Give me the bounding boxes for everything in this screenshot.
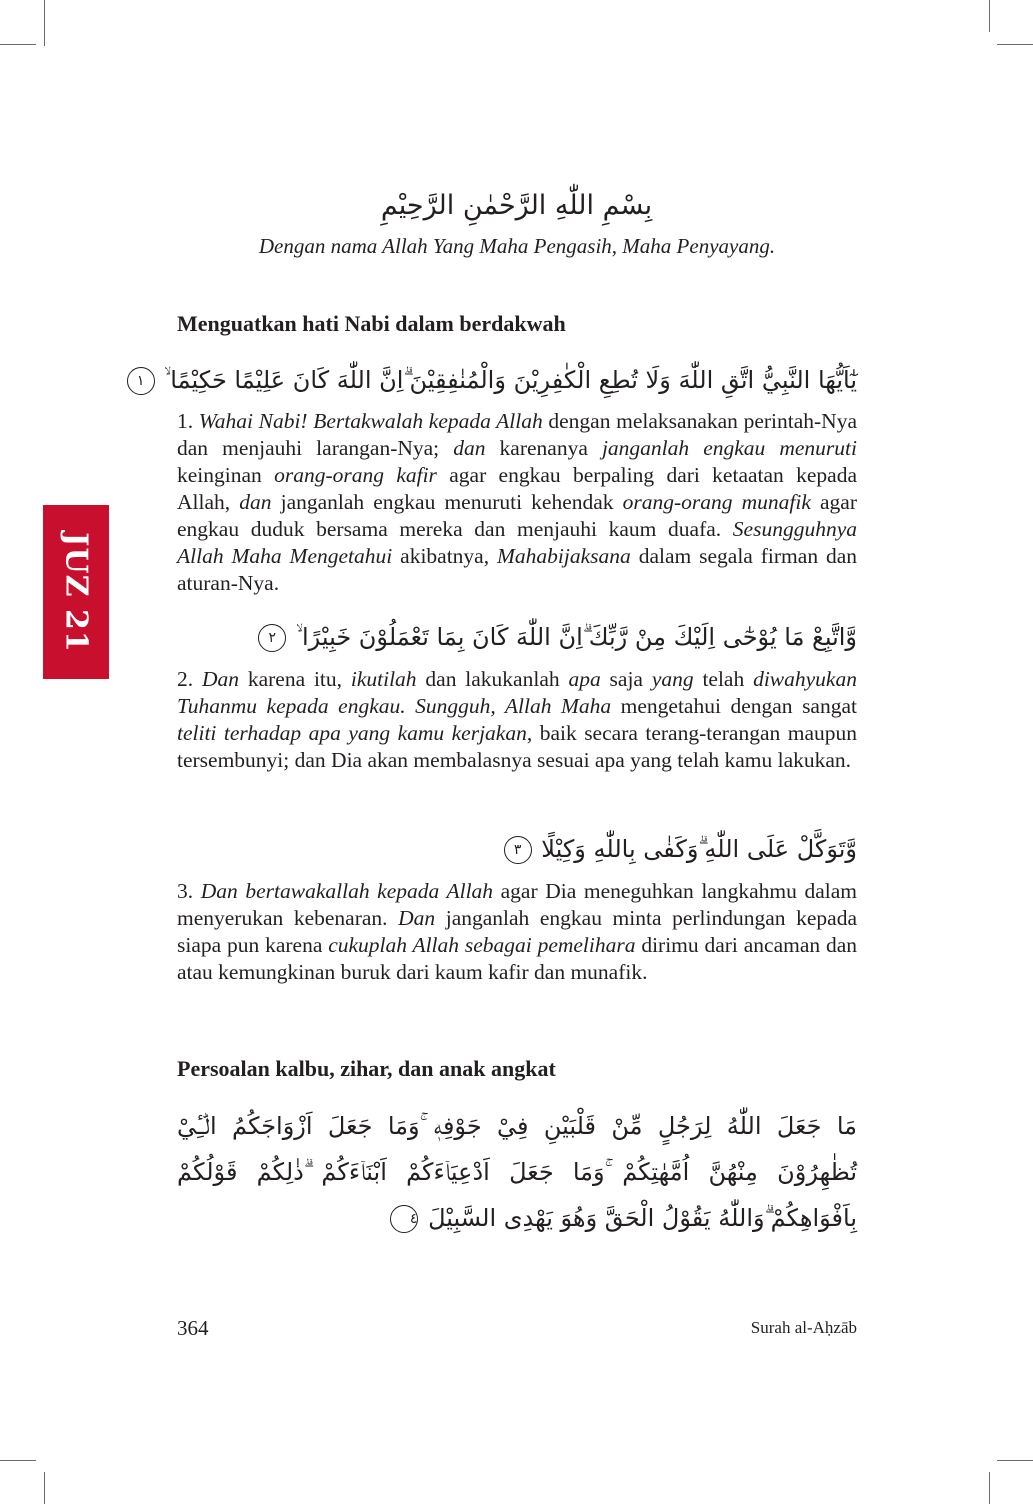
- translation-segment: diwahyukan Tuhanmu kepada engkau. Sungguh, Allah Maha: [177, 667, 857, 718]
- crop-mark: [0, 1460, 36, 1461]
- translation-segment: janganlah engkau menuruti kehendak: [271, 490, 623, 514]
- translation-segment: , baik secara terang-terangan maupun tersembunyi; dan Dia akan membalasnya sesuai apa yang telah kamu lakukan.: [177, 721, 857, 772]
- basmalah-translation: Dengan nama Allah Yang Maha Pengasih, Maha Penyayang.: [258, 234, 776, 258]
- crop-mark: [44, 1472, 45, 1504]
- translation-segment: akibatnya,: [392, 544, 498, 568]
- translation-segment: dan: [453, 436, 486, 460]
- verse-arabic-3: [177, 826, 857, 872]
- ayah-number-marker: ٤: [390, 1205, 418, 1233]
- translation-segment: telah: [693, 667, 754, 691]
- translation-segment: dan: [239, 490, 272, 514]
- section-heading: Persoalan kalbu, zihar, dan anak angkat: [177, 1056, 556, 1081]
- translation-segment: keinginan: [177, 463, 275, 487]
- ayah-number-marker: ٣: [504, 836, 532, 864]
- translation-segment: dan lakukanlah: [416, 667, 569, 691]
- section-heading: Menguatkan hati Nabi dalam berdakwah: [177, 311, 566, 336]
- translation-segment: cukuplah Allah sebagai pemelihara: [328, 933, 636, 957]
- translation-segment: Dan: [398, 906, 436, 930]
- basmalah-arabic: بِسْمِ اللّٰهِ الرَّحْمٰنِ الرَّحِيْمِ: [380, 190, 653, 221]
- translation-segment: yang: [651, 667, 694, 691]
- translation-segment: Sesungguhnya Allah Maha Mengetahui: [177, 517, 857, 568]
- translation-segment: Mahabijaksana: [497, 544, 631, 568]
- translation-segment: dirimu dari ancaman dan atau kemungkinan buruk dari kaum kafir dan munafik.: [177, 933, 857, 984]
- ayah-number-marker: ١: [127, 367, 155, 395]
- translation-segment: agar engkau duduk bersama mereka dan menjauhi kaum duafa.: [177, 490, 857, 541]
- translation-segment: Dan bertawakallah kepada Allah: [200, 879, 494, 903]
- page-number: 364: [177, 1316, 209, 1340]
- verse-arabic-4: [177, 1103, 857, 1243]
- verse-translation-3: [177, 878, 857, 986]
- verse-translation-2: [177, 666, 857, 774]
- crop-mark: [989, 0, 990, 32]
- surah-name: Surah al-Aḥzāb: [750, 1318, 857, 1337]
- translation-segment: orang-orang munafik: [622, 490, 811, 514]
- verse-arabic-text: وَّتَوَكَّلْ عَلَى اللّٰهِ ۗوَكَفٰى بِاللّٰهِ وَكِيْلًا: [541, 835, 857, 863]
- crop-mark: [0, 44, 36, 45]
- verse-arabic-text: يٰٓاَيُّهَا النَّبِيُّ اتَّقِ اللّٰهَ وَلَا تُطِعِ الْكٰفِرِيْنَ وَالْمُنٰفِقِيْنَ ۗاِنَّ اللّٰهَ كَانَ عَلِيْمًا حَكِيْمًا ۙ: [164, 366, 857, 394]
- translation-segment: apa: [568, 667, 601, 691]
- translation-segment: karena itu,: [239, 667, 351, 691]
- translation-segment: agar engkau berpaling dari ketaatan kepada Allah,: [177, 463, 857, 514]
- translation-segment: janganlah engkau menuruti: [601, 436, 857, 460]
- translation-segment: 3.: [177, 879, 201, 903]
- crop-mark: [997, 44, 1033, 45]
- verse-translation-1: [177, 408, 857, 597]
- verse-arabic-2: [177, 614, 857, 660]
- translation-segment: dengan melaksanakan perintah-Nya dan menjauhi larangan-Nya;: [177, 409, 857, 460]
- translation-segment: 2.: [177, 667, 202, 691]
- translation-segment: mengetahui dengan sangat: [611, 694, 857, 718]
- juz-tab-label: JUZ 21: [58, 531, 94, 653]
- crop-mark: [997, 1460, 1033, 1461]
- translation-segment: 1.: [177, 409, 199, 433]
- verse-arabic-text: مَا جَعَلَ اللّٰهُ لِرَجُلٍ مِّنْ قَلْبَيْنِ فِيْ جَوْفِهٖ ۚوَمَا جَعَلَ اَزْوَاجَكُمُ الّٰۤـِٔيْ تُظٰهِرُوْنَ مِنْهُنَّ اُمَّهٰتِكُمْ ۚوَمَا جَعَلَ اَدْعِيَاۤءَكُمْ اَبْنَاۤءَكُمْ ۗذٰلِكُمْ قَوْلُكُمْ بِاَفْوَاهِكُمْ ۗوَاللّٰهُ يَقُوْلُ الْحَقَّ وَهُوَ يَهْدِى السَّبِيْلَ: [177, 1112, 857, 1232]
- translation-segment: karenanya: [485, 436, 602, 460]
- translation-segment: dalam segala firman dan aturan-Nya.: [177, 544, 858, 595]
- translation-segment: agar Dia meneguhkan langkahmu dalam menyerukan kebenaran.: [177, 879, 857, 930]
- translation-segment: orang-orang kafir: [274, 463, 437, 487]
- translation-segment: teliti terhadap apa yang kamu kerjakan: [177, 721, 527, 745]
- translation-segment: Dan: [201, 667, 239, 691]
- translation-segment: ikutilah: [350, 667, 417, 691]
- crop-mark: [44, 0, 45, 46]
- juz-tab: [43, 505, 109, 679]
- verse-arabic-text: وَّاتَّبِعْ مَا يُوْحٰٓى اِلَيْكَ مِنْ رَّبِّكَ ۗاِنَّ اللّٰهَ كَانَ بِمَا تَعْمَلُوْنَ خَبِيْرًا ۙ: [295, 623, 857, 651]
- ayah-number-marker: ٢: [258, 624, 286, 652]
- translation-segment: janganlah engkau minta perlindungan kepada siapa pun karena: [177, 906, 857, 957]
- translation-segment: Wahai Nabi! Bertakwalah kepada Allah: [198, 409, 543, 433]
- crop-mark: [989, 1472, 990, 1504]
- translation-segment: saja: [600, 667, 652, 691]
- verse-arabic-1: [136, 357, 857, 403]
